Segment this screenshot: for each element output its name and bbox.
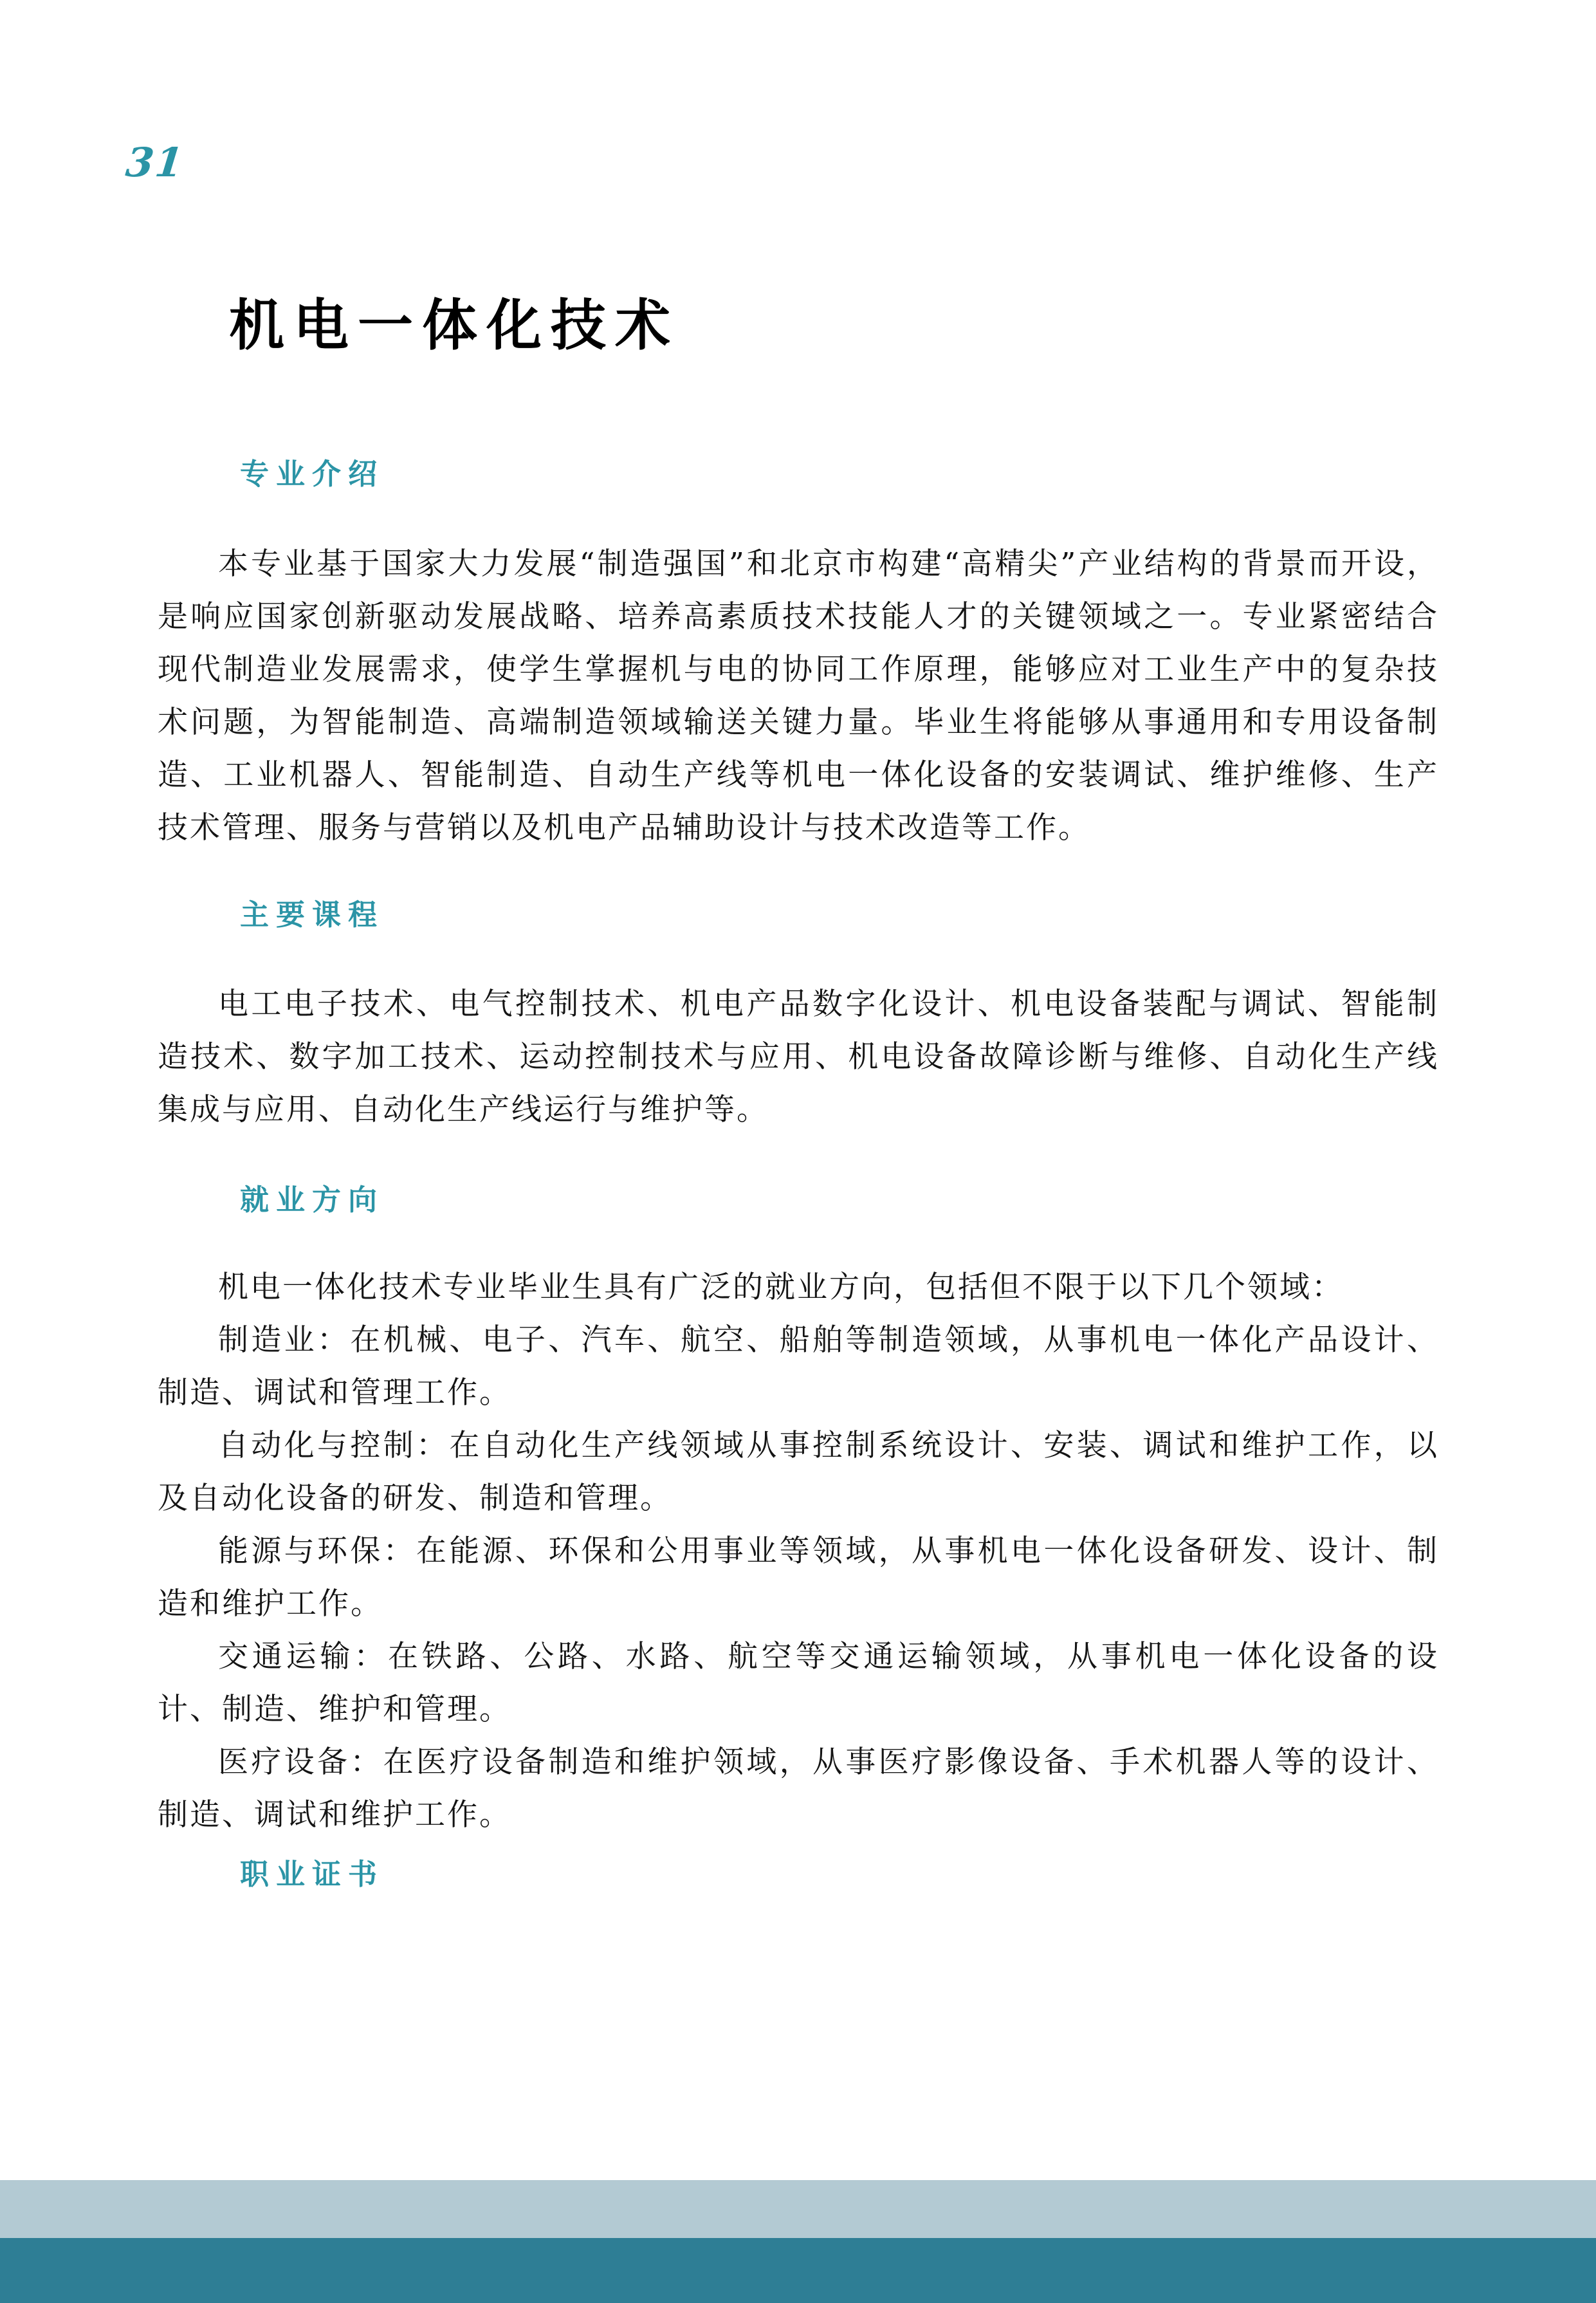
section-body-employment-direction: [158, 1261, 1439, 1842]
section-body-main-courses: [158, 978, 1439, 1136]
paragraph-employment-energy: 能源与环保：在能源、环保和公用事业等领域，从事机电一体化设备研发、设计、制造和维护工作。: [158, 1533, 1439, 1622]
section-heading-employment-direction: 就业方向: [240, 1183, 385, 1217]
section-heading-professional-certificates: 职业证书: [240, 1857, 385, 1891]
section-heading-main-courses: 主要课程: [240, 898, 385, 932]
page-number: 31: [124, 139, 187, 186]
footer-band-light: [0, 2180, 1596, 2238]
paragraph-courses: 电工电子技术、电气控制技术、机电产品数字化设计、机电设备装配与调试、智能制造技术、数字加工技术、运动控制技术与应用、机电设备故障诊断与维修、自动化生产线集成与应用、自动化生产线运行与维护等。: [158, 986, 1439, 1127]
paragraph-employment-transport: 交通运输：在铁路、公路、水路、航空等交通运输领域，从事机电一体化设备的设计、制造、维护和管理。: [158, 1639, 1439, 1727]
section-heading-major-introduction: 专业介绍: [240, 457, 385, 491]
paragraph-employment-automation: 自动化与控制：在自动化生产线领域从事控制系统设计、安装、调试和维护工作，以及自动化设备的研发、制造和管理。: [158, 1428, 1439, 1516]
paragraph-employment-overview: 机电一体化技术专业毕业生具有广泛的就业方向，包括但不限于以下几个领域：: [218, 1270, 1344, 1305]
footer-band-dark: [0, 2238, 1596, 2303]
section-body-major-introduction: [158, 538, 1439, 855]
page-title: 机电一体化技术: [229, 293, 679, 358]
paragraph-intro: 本专业基于国家大力发展“制造强国”和北京市构建“高精尖”产业结构的背景而开设，是响应国家创新驱动发展战略、培养高素质技术技能人才的关键领域之一。专业紧密结合现代制造业发展需求，使学生掌握机与电的协同工作原理，能够应对工业生产中的复杂技术问题，为智能制造、高端制造领域输送关键力量。毕业生将能够从事通用和专用设备制造、工业机器人、智能制造、自动生产线等机电一体化设备的安装调试、维护维修、生产技术管理、服务与营销以及机电产品辅助设计与技术改造等工作。: [158, 546, 1439, 846]
paragraph-employment-manufacturing: 制造业：在机械、电子、汽车、航空、船舶等制造领域，从事机电一体化产品设计、制造、调试和管理工作。: [158, 1322, 1439, 1410]
paragraph-employment-medical: 医疗设备：在医疗设备制造和维护领域，从事医疗影像设备、手术机器人等的设计、制造、调试和维护工作。: [158, 1744, 1439, 1833]
